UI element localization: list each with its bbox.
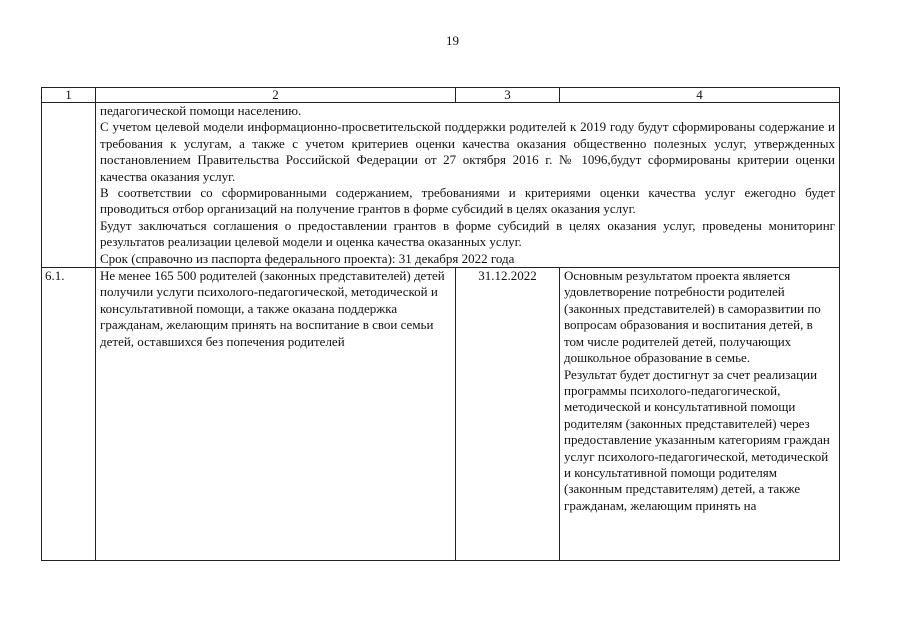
header-col-3: 3 (456, 88, 560, 103)
continuation-paragraph: Срок (справочно из паспорта федерального проекта): 31 декабря 2022 года (100, 250, 515, 266)
header-col-2: 2 (96, 88, 456, 103)
header-col-1: 1 (42, 88, 96, 103)
continuation-row (42, 103, 840, 268)
row-date: 31.12.2022 (456, 268, 560, 561)
document-table (41, 87, 840, 561)
result-paragraph: Основным результатом проекта является удовлетворение потребности родителей (законных представителей) в саморазвитии по вопросам образования и воспитания детей, в том числе родителей детей, получающих дошкольное образование в семье. (564, 268, 821, 366)
table-row (42, 268, 840, 561)
continuation-cell (96, 103, 840, 268)
continuation-empty-cell (42, 103, 96, 268)
table-header-row (42, 88, 840, 103)
header-col-4: 4 (560, 88, 840, 103)
row-description: Не менее 165 500 родителей (законных представителей) детей получили услуги психолого-педагогической, методической и консультативной помощи, а также оказана поддержка гражданам, желающим принять на воспитание в свои семьи детей, оставшихся без попечения родителей (96, 268, 456, 561)
page-number: 19 (446, 33, 459, 48)
continuation-paragraph: Будут заключаться соглашения о предоставлении грантов в форме субсидий в целях оказания услуг, проведены мониторинг результатов реализации целевой модели и оценка качества оказанных услуг. (100, 217, 835, 250)
continuation-paragraph: педагогической помощи населению. (100, 103, 302, 118)
continuation-paragraph: В соответствии со сформированными содержанием, требованиями и критериями оценки качества услуг ежегодно будет проводиться отбор организаций на получение грантов в форме субсидий в целях оказания услуг. (100, 185, 835, 217)
continuation-paragraph: С учетом целевой модели информационно-просветительской поддержки родителей к 2019 году будут сформированы содержание и требования к услугам, а также с учетом критериев оценки качества оказания общественно полезных услуг, утвержденных постановлением Правительства Российской Федерации от 27 октября 2016 г. № 1096,будут сформированы критерии оценки качества оказания услуг. (100, 119, 835, 184)
row-number: 6.1. (42, 268, 96, 561)
result-paragraph: Результат будет достигнут за счет реализации программы психолого-педагогической, методической и консультативной помощи родителям (законных представителей) через предоставление указанным категориям граждан услуг психолого-педагогической, методической и консультативной помощи родителям (законным представителям) детей, а также гражданам, желающим принять на (564, 366, 830, 513)
row-result (560, 268, 840, 561)
